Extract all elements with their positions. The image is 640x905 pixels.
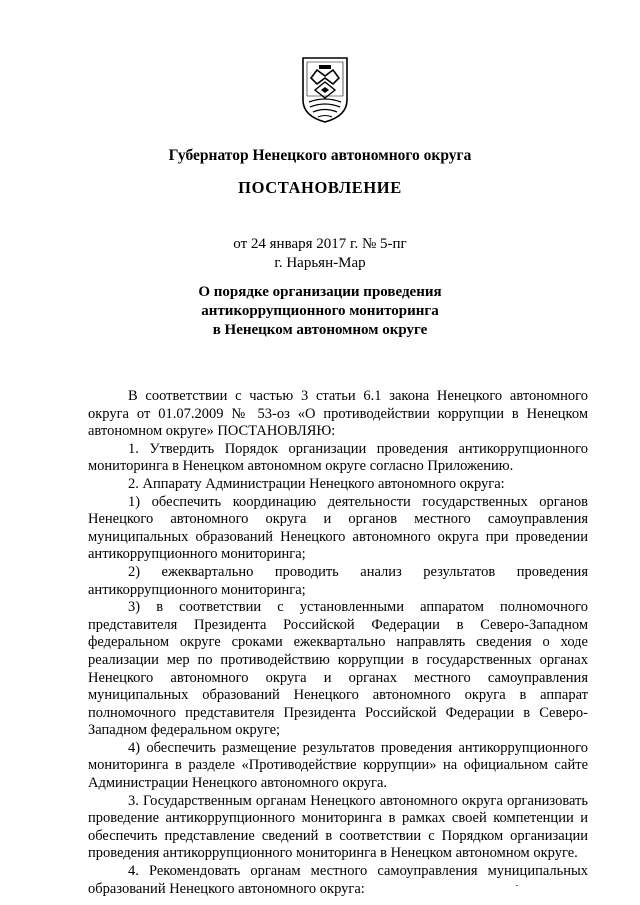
paragraph: 2) ежеквартально проводить анализ результатов проведения антикоррупционного мониторинга;: [88, 563, 588, 598]
paragraph: 4. Рекомендовать органам местного самоуправления муниципальных образований Ненецкого автономного округа:: [88, 863, 588, 897]
paragraph: 1. Утвердить Порядок организации проведения антикоррупционного мониторинга в Ненецком автономном округе согласно Приложению.: [88, 440, 588, 475]
organization-name: Губернатор Ненецкого автономного округа: [168, 147, 472, 164]
nenets-coat-of-arms-icon: [301, 56, 349, 124]
paragraph: 4) обеспечить размещение результатов проведения антикоррупционного мониторинга в разделе «Противодействие коррупции» на официальном сайте Администрации Ненецкого автономного округа.: [88, 739, 588, 792]
document-type: ПОСТАНОВЛЕНИЕ: [238, 178, 402, 197]
paragraph: 1) обеспечить координацию деятельности государственных органов Ненецкого автономного округа и органов местного самоуправления муниципальных образований Ненецкого автономного округа при проведении антикоррупционного мониторинга;: [88, 493, 588, 563]
title-line: антикоррупционного мониторинга: [201, 303, 439, 319]
title-line: О порядке организации проведения: [198, 284, 442, 300]
document-title: [0, 283, 640, 340]
paragraph: 2. Аппарату Администрации Ненецкого автономного округа:: [128, 475, 505, 492]
document-city: г. Нарьян-Мар: [274, 255, 366, 271]
document-date-number: от 24 января 2017 г. № 5-пг: [233, 236, 407, 252]
paragraph: В соответствии с частью 3 статьи 6.1 закона Ненецкого автономного округа от 01.07.2009 № 53-оз «О противодействии коррупции в Ненецком автономном округе» ПОСТАНОВЛЯЮ:: [88, 388, 588, 440]
paragraph: 3. Государственным органам Ненецкого автономного округа организовать проведение антикоррупционного мониторинга в рамках своей компетенции и обеспечить представление сведений в соответствии с Порядком организации проведения антикоррупционного мониторинга в Ненецком автономном округе.: [88, 792, 588, 862]
scan-mark: [516, 885, 518, 886]
document-body: [88, 388, 588, 898]
title-line: в Ненецком автономном округе: [212, 322, 428, 338]
paragraph: 3) в соответствии с установленными аппаратом полномочного представителя Президента Российской Федерации в Северо-Западном федеральном округе сроками ежеквартально направлять сведения о ходе реализации мер по противодействию коррупции в государственных органах Ненецкого автономного округа и органах местного самоуправления муниципальных образований Ненецкого автономного округа в аппарат полномочного представителя Президента Российской Федерации в Северо-Западном федеральном округе;: [88, 599, 588, 739]
